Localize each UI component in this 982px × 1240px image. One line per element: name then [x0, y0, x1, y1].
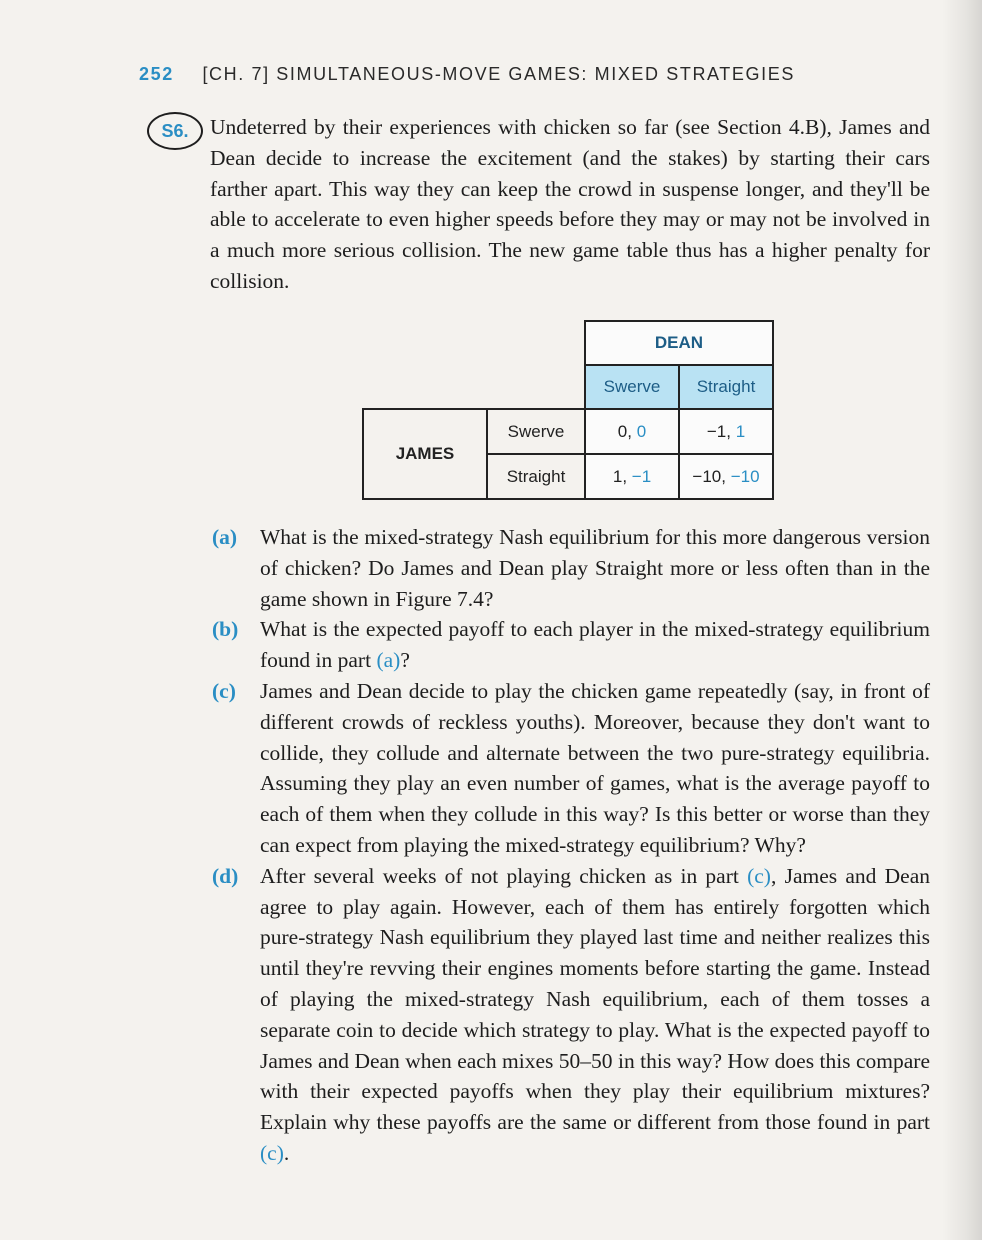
page-number: 252	[139, 64, 174, 84]
column-player-payoff: −10	[730, 466, 760, 486]
payoff-table	[362, 320, 774, 500]
row-player-payoff: −10	[692, 466, 722, 486]
part-reference: (c)	[260, 1140, 284, 1165]
column-header-straight: Straight	[679, 365, 773, 409]
row-player-label: JAMES	[363, 409, 487, 499]
question-b	[212, 614, 930, 676]
exercise-number: S6.	[161, 120, 189, 141]
question-text-part: ?	[400, 648, 410, 673]
question-text-part: .	[283, 1140, 290, 1165]
payoff-cell-swerve-swerve: 0, 0	[585, 409, 679, 454]
question-list	[212, 522, 930, 1169]
question-text-part: After several weeks of not playing chicken as in part	[260, 863, 748, 888]
question-label: (d)	[212, 863, 239, 888]
column-player-label: DEAN	[585, 321, 773, 365]
question-text: James and Dean decide to play the chicken game repeatedly (say, in front of different crowds of reckless youths). Moreover, because they don't want to collide, they collude and alternate between the two pure-strategy equilibria. Assuming they play an even number of games, what is the average payoff to each of them when they collude in this way? Is this better or worse than they can expect from playing the mixed-strategy equilibrium? Why?	[260, 678, 930, 857]
row-header-straight: Straight	[487, 454, 585, 499]
payoff-cell-straight-straight: −10, −10	[679, 454, 773, 499]
part-reference: (a)	[376, 648, 401, 673]
exercise-number-circled	[147, 112, 203, 150]
question-label: (a)	[212, 525, 238, 549]
question-a	[212, 522, 930, 614]
question-text-part: , James and Dean agree to play again. However, each of them has entirely forgotten which pure-strategy Nash equilibrium they played last time and neither realizes this until they're revving their engines moments before starting the game. Instead of playing the mixed-strategy Nash equilibrium, each of them tosses a separate coin to decide which strategy to play. What is the expected payoff to James and Dean when each mixes 50–50 in this way? How does this compare with their expected payoffs when they play their equilibrium mixtures? Explain why these payoffs are the same or different from those found in part	[260, 863, 930, 1135]
question-text	[260, 614, 930, 676]
running-header	[139, 64, 795, 85]
column-player-payoff: 1	[735, 421, 746, 441]
payoff-cell-swerve-straight: −1, 1	[679, 409, 773, 454]
column-header-swerve: Swerve	[585, 365, 679, 409]
row-player-payoff: −1	[706, 421, 727, 441]
question-label: (b)	[212, 617, 239, 642]
payoff-cell-straight-swerve: 1, −1	[585, 454, 679, 499]
question-d	[212, 861, 930, 1169]
question-text	[260, 861, 930, 1169]
question-text-part: What is the expected payoff to each player in the mixed-strategy equilibrium found in part	[260, 617, 930, 673]
part-reference: (c)	[747, 863, 771, 888]
page-edge-shadow	[942, 0, 982, 1240]
exercise-intro: Undeterred by their experiences with chicken so far (see Section 4.B), James and Dean decide to increase the excitement (and the stakes) by starting their cars farther apart. This way they can keep the crowd in suspense longer, and they'll be able to accelerate to even higher speeds before they may or may not be involved in a much more serious collision. The new game table thus has a higher penalty for collision.	[210, 115, 930, 293]
row-header-swerve: Swerve	[487, 409, 585, 454]
column-player-payoff: −1	[631, 466, 652, 486]
chapter-title: [CH. 7] SIMULTANEOUS-MOVE GAMES: MIXED STRATEGIES	[202, 64, 795, 84]
question-c	[212, 676, 930, 861]
row-player-payoff: 0	[617, 421, 628, 441]
column-player-payoff: 0	[636, 421, 647, 441]
row-player-payoff: 1	[612, 466, 623, 486]
question-text: What is the mixed-strategy Nash equilibrium for this more dangerous version of chicken? Do James and Dean play Straight more or less often than in the game shown in Figure 7.4?	[260, 525, 930, 611]
question-label: (c)	[212, 678, 236, 703]
